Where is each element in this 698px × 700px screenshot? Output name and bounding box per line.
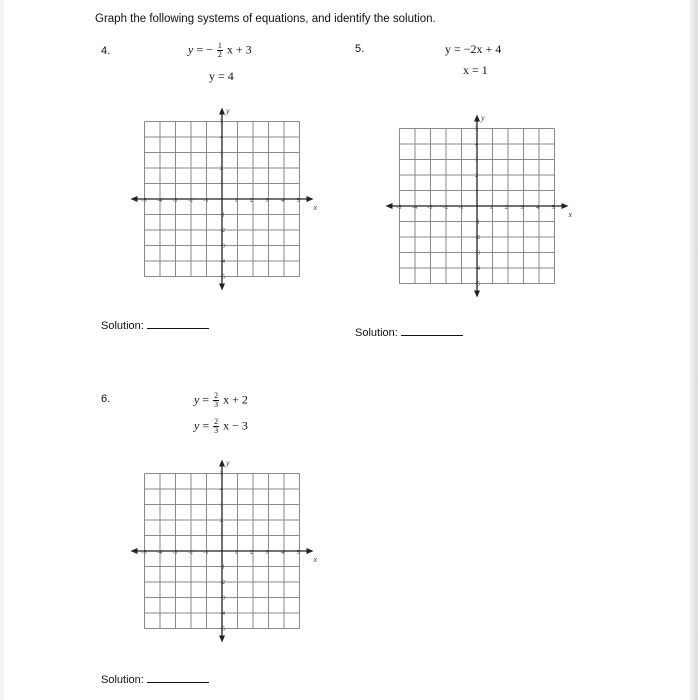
x-tick-label: 4 (281, 550, 284, 556)
x-axis-arrow-right (307, 196, 314, 202)
y-tick-label: -2 (475, 235, 480, 241)
y-axis-arrow-down (219, 636, 225, 643)
x-axis-label: x (568, 210, 573, 219)
y-axis-arrow-down (219, 284, 225, 291)
problem-4-equation-1 (188, 42, 252, 59)
x-tick-label: 2 (250, 550, 253, 556)
y-tick-label: 5 (475, 126, 478, 133)
y-tick-label: 1 (475, 188, 478, 195)
fraction (213, 392, 219, 409)
x-tick-label: 4 (281, 198, 284, 204)
eq-sign: = − (196, 42, 213, 57)
problem-6-solution (101, 672, 209, 686)
x-axis-label: x (313, 203, 318, 212)
x-tick-label: -5 (396, 205, 402, 211)
solution-answer-line[interactable] (401, 325, 463, 336)
fraction (217, 42, 223, 59)
y-tick-label: -4 (220, 611, 225, 617)
eq-tail: x − 3 (223, 418, 248, 433)
eq-tail: x + 2 (223, 392, 248, 407)
problem-6-equation-1 (194, 392, 248, 409)
x-tick-label: -4 (157, 550, 162, 556)
y-tick-label: 5 (220, 119, 223, 126)
y-tick-label: 3 (475, 157, 478, 164)
fraction (213, 418, 219, 435)
eq-sign: = (202, 392, 210, 407)
fraction-numerator: 1 (217, 41, 222, 50)
x-tick-label: 3 (520, 205, 524, 211)
x-tick-label: -5 (141, 198, 147, 204)
y-tick-label: -5 (220, 626, 225, 633)
fraction-numerator: 2 (214, 391, 219, 400)
x-tick-label: 2 (250, 198, 253, 204)
solution-label: Solution: (101, 674, 144, 686)
y-tick-label: -5 (220, 274, 225, 281)
y-tick-label: -4 (220, 259, 225, 265)
x-tick-label: -2 (188, 198, 193, 204)
x-tick-label: -1 (203, 198, 209, 204)
y-tick-label: -3 (220, 595, 225, 602)
x-axis-arrow-left (386, 203, 393, 209)
y-tick-label: 2 (220, 166, 223, 172)
eq-lhs: y (194, 392, 200, 407)
y-tick-label: -3 (220, 243, 225, 250)
y-tick-label: 4 (475, 142, 478, 148)
y-tick-label: -1 (220, 564, 225, 571)
y-axis-arrow-up (474, 115, 480, 122)
coordinate-grid-problem-5[interactable] (388, 112, 573, 297)
problem-6-equation-2 (194, 418, 248, 435)
y-tick-label: 3 (220, 502, 223, 509)
page-left-edge (0, 0, 4, 700)
x-tick-label: -3 (172, 550, 178, 556)
solution-label: Solution: (101, 320, 144, 332)
eq-sign: = (202, 418, 210, 433)
x-tick-label: -4 (412, 205, 417, 211)
x-tick-label: 5 (296, 198, 300, 204)
solution-label: Solution: (355, 327, 398, 339)
y-tick-label: 4 (220, 135, 223, 141)
eq-tail: x + 3 (226, 42, 252, 57)
y-tick-label: 3 (220, 150, 223, 157)
x-tick-label: 1 (234, 198, 238, 204)
coordinate-grid-problem-6[interactable] (135, 457, 320, 642)
y-tick-label: 1 (220, 533, 223, 540)
problem-5-number: 5. (355, 43, 365, 55)
problem-4-solution (101, 318, 209, 332)
x-tick-label: 2 (505, 205, 508, 211)
problem-4-number: 4. (101, 45, 111, 57)
y-axis-label: y (481, 113, 485, 123)
y-axis-label: y (226, 458, 230, 468)
x-tick-label: 4 (536, 205, 539, 211)
problem-5-equation-1: y = −2x + 4 (445, 42, 502, 56)
x-tick-label: 5 (296, 550, 300, 556)
x-tick-label: 3 (265, 550, 269, 556)
fraction-numerator: 2 (214, 417, 219, 426)
fraction-denominator: 3 (214, 400, 219, 409)
y-axis-label: y (226, 106, 230, 116)
x-tick-label: -3 (427, 205, 433, 211)
instructions: Graph the following systems of equations, and identify the solution. (95, 13, 436, 25)
page-right-edge (690, 0, 698, 700)
problem-5-solution (355, 325, 463, 339)
y-tick-label: -1 (475, 219, 480, 226)
x-tick-label: 1 (489, 205, 493, 211)
x-tick-label: 1 (234, 550, 238, 556)
x-tick-label: 5 (551, 205, 555, 211)
fraction-denominator: 2 (217, 50, 222, 59)
fraction-denominator: 3 (214, 426, 219, 435)
eq-lhs: y (194, 418, 200, 433)
y-tick-label: -1 (220, 212, 225, 219)
x-tick-label: -3 (172, 198, 178, 204)
y-tick-label: 4 (220, 487, 223, 493)
x-axis-arrow-left (131, 548, 138, 554)
x-axis-arrow-right (562, 203, 569, 209)
problem-4-equation-2: y = 4 (209, 69, 234, 83)
y-tick-label: -4 (475, 266, 480, 272)
x-tick-label: -1 (203, 550, 209, 556)
y-tick-label: 2 (475, 173, 478, 179)
coordinate-grid-problem-4[interactable] (135, 102, 320, 287)
x-axis-label: x (313, 555, 318, 564)
x-tick-label: 3 (265, 198, 269, 204)
y-tick-label: 1 (220, 181, 223, 188)
x-tick-label: -1 (458, 205, 464, 211)
problem-5-equation-2: x = 1 (463, 63, 488, 77)
solution-answer-line[interactable] (147, 672, 209, 683)
eq-lhs: y (188, 42, 194, 57)
problem-6-number: 6. (101, 393, 111, 405)
x-tick-label: -2 (443, 205, 448, 211)
y-axis-arrow-down (474, 291, 480, 298)
y-tick-label: -3 (475, 250, 480, 257)
x-tick-label: -4 (157, 198, 162, 204)
x-tick-label: -5 (141, 550, 147, 556)
y-tick-label: 2 (220, 518, 223, 524)
y-tick-label: -2 (220, 228, 225, 234)
x-axis-arrow-left (131, 196, 138, 202)
y-axis-arrow-up (219, 460, 225, 467)
y-tick-label: -2 (220, 580, 225, 586)
y-tick-label: 5 (220, 471, 223, 478)
x-axis-arrow-right (307, 548, 314, 554)
x-tick-label: -2 (188, 550, 193, 556)
y-axis-arrow-up (219, 108, 225, 115)
solution-answer-line[interactable] (147, 318, 209, 329)
y-tick-label: -5 (475, 281, 480, 288)
